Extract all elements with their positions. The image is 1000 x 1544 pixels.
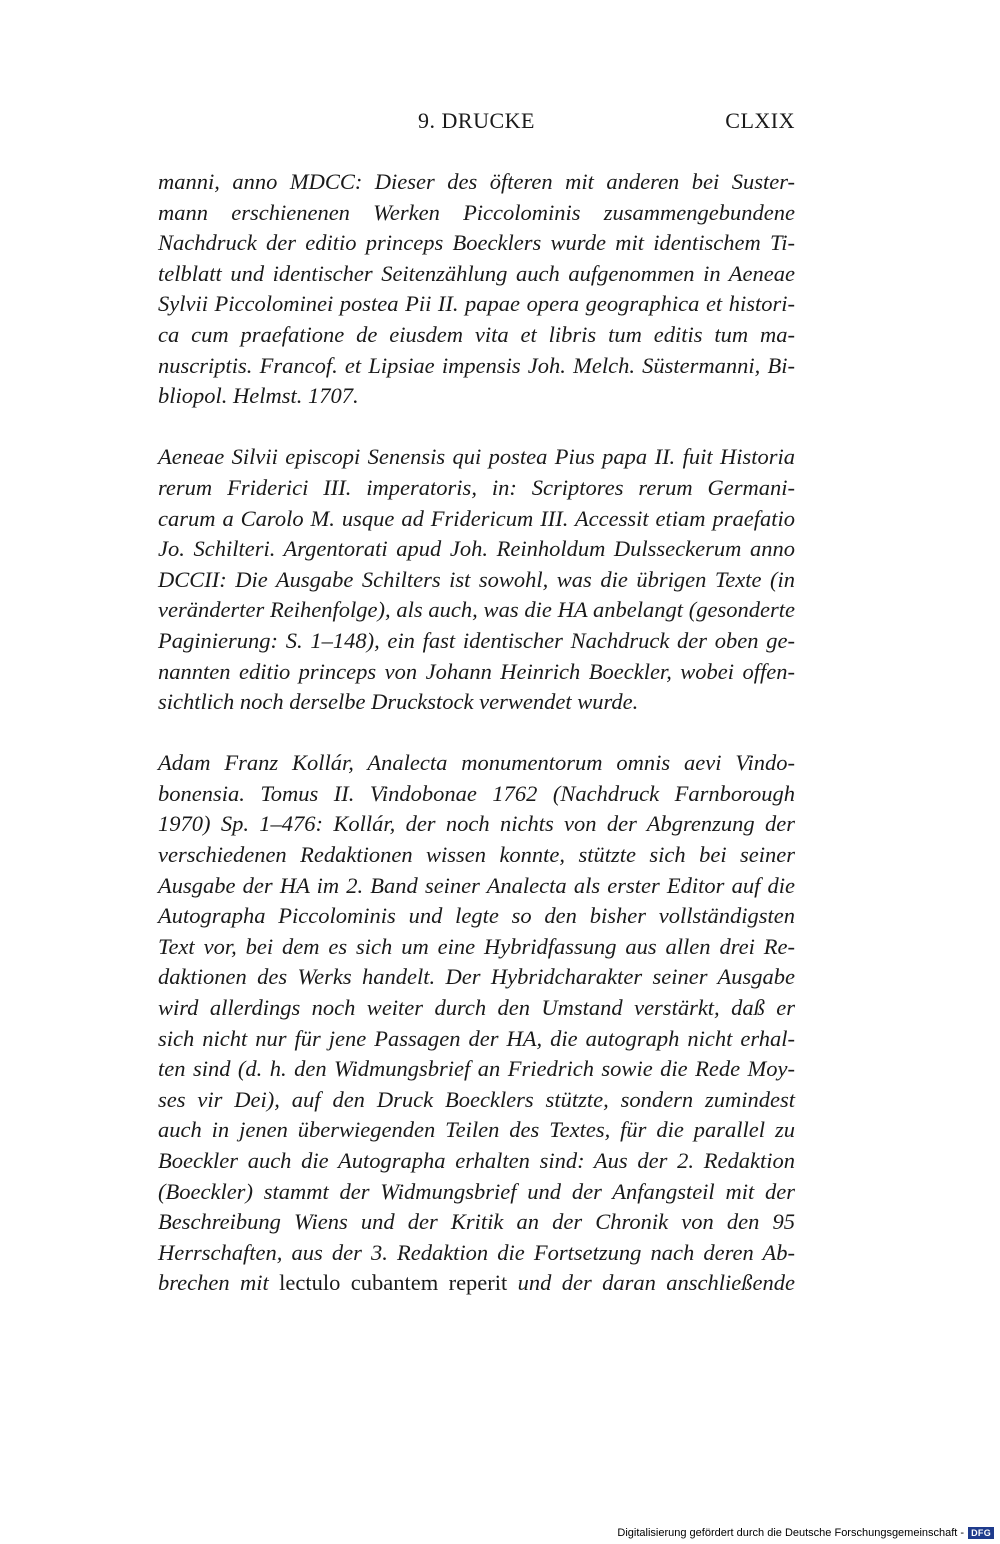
text-line: bonensia. Tomus II. Vindobonae 1762 (Nachdruck Farnborough [158, 780, 795, 806]
text-line: Text vor, bei dem es sich um eine Hybridfassung aus allen drei Re- [158, 933, 795, 959]
text-line: Jo. Schilteri. Argentorati apud Joh. Reinholdum Dulsseckerum anno [158, 536, 795, 562]
paragraph-2 [158, 442, 795, 717]
text-line: Herrschaften, aus der 3. Redaktion die Fortsetzung nach deren Ab- [158, 1239, 795, 1265]
text-line: ten sind (d. h. den Widmungsbrief an Friedrich sowie die Rede Moy- [158, 1056, 795, 1082]
text-line: mann erschienenen Werken Piccolominis zusammengebundene [158, 199, 795, 225]
credit-text: Digitalisierung gefördert durch die Deutsche Forschungsgemeinschaft - [617, 1527, 965, 1539]
text-line: Nachdruck der editio princeps Boecklers wurde mit identischem Ti- [158, 230, 795, 256]
text-run-italic: brechen mit [158, 1270, 280, 1296]
text-line: Beschreibung Wiens und der Kritik an der Chronik von den 95 [158, 1209, 795, 1235]
paragraph-1 [158, 167, 795, 412]
text-line: manni, anno MDCC: Dieser des öfteren mit anderen bei Suster- [158, 169, 795, 194]
text-run-italic: und der daran anschließende [507, 1270, 795, 1296]
text-line: DCCII: Die Ausgabe Schilters ist sowohl, was die übrigen Texte (in [158, 566, 795, 592]
text-line: daktionen des Werks handelt. Der Hybridcharakter seiner Ausgabe [158, 964, 795, 990]
text-line: Aeneae Silvii episcopi Senensis qui postea Pius papa II. fuit Historia [158, 444, 795, 470]
page-number: CLXIX [725, 108, 795, 133]
running-head-section-title: 9. DRUCKE [418, 108, 535, 133]
paragraph-3 [158, 748, 795, 1299]
digitization-credit [0, 1522, 1000, 1544]
dfg-logo-icon: DFG [968, 1527, 994, 1539]
text-line: Adam Franz Kollár, Analecta monumentorum omnis aevi Vindo- [158, 750, 795, 776]
text-line: telblatt und identischer Seitenzählung auch aufgenommen in Aeneae [158, 260, 795, 286]
text-line: ses vir Dei), auf den Druck Boecklers stützte, sondern zumindest [158, 1086, 795, 1112]
text-line: (Boeckler) stammt der Widmungsbrief und der Anfangsteil mit der [158, 1178, 795, 1204]
text-line: rerum Friderici III. imperatoris, in: Scriptores rerum Germani- [158, 474, 795, 500]
text-line: sichtlich noch derselbe Druckstock verwendet wurde. [158, 689, 639, 715]
page-header [158, 108, 795, 138]
text-line: carum a Carolo M. usque ad Fridericum III. Accessit etiam praefatio [158, 505, 795, 531]
body-text [158, 167, 795, 1299]
text-line: nannten editio princeps von Johann Heinrich Boeckler, wobei offen- [158, 658, 795, 684]
text-line: Ausgabe der HA im 2. Band seiner Analecta als erster Editor auf die [158, 872, 795, 898]
text-line: Autographa Piccolominis und legte so den bisher vollständigsten [158, 903, 795, 929]
text-line: nuscriptis. Francof. et Lipsiae impensis Joh. Melch. Süstermanni, Bi- [158, 352, 795, 378]
text-line: auch in jenen überwiegenden Teilen des Textes, für die parallel zu [158, 1117, 795, 1143]
quoted-latin-roman: lectulo cubantem reperit [279, 1270, 508, 1296]
text-line: verschiedenen Redaktionen wissen konnte, stützte sich bei seiner [158, 842, 795, 868]
text-line-mixed [158, 1268, 795, 1299]
text-line: Sylvii Piccolominei postea Pii II. papae opera geographica et histori- [158, 291, 795, 317]
text-line: Paginierung: S. 1–148), ein fast identischer Nachdruck der oben ge- [158, 627, 795, 653]
text-line: Boeckler auch die Autographa erhalten sind: Aus der 2. Redaktion [158, 1148, 795, 1173]
text-line: wird allerdings noch weiter durch den Umstand verstärkt, daß er [158, 995, 795, 1021]
text-line: ca cum praefatione de eiusdem vita et libris tum editis tum ma- [158, 321, 795, 347]
text-line: 1970) Sp. 1–476: Kollár, der noch nichts von der Abgrenzung der [158, 811, 795, 837]
text-line: bliopol. Helmst. 1707. [158, 383, 359, 409]
text-line: sich nicht nur für jene Passagen der HA, die autograph nicht erhal- [158, 1025, 795, 1051]
text-line: veränderter Reihenfolge), als auch, was die HA anbelangt (gesonderte [158, 597, 795, 623]
